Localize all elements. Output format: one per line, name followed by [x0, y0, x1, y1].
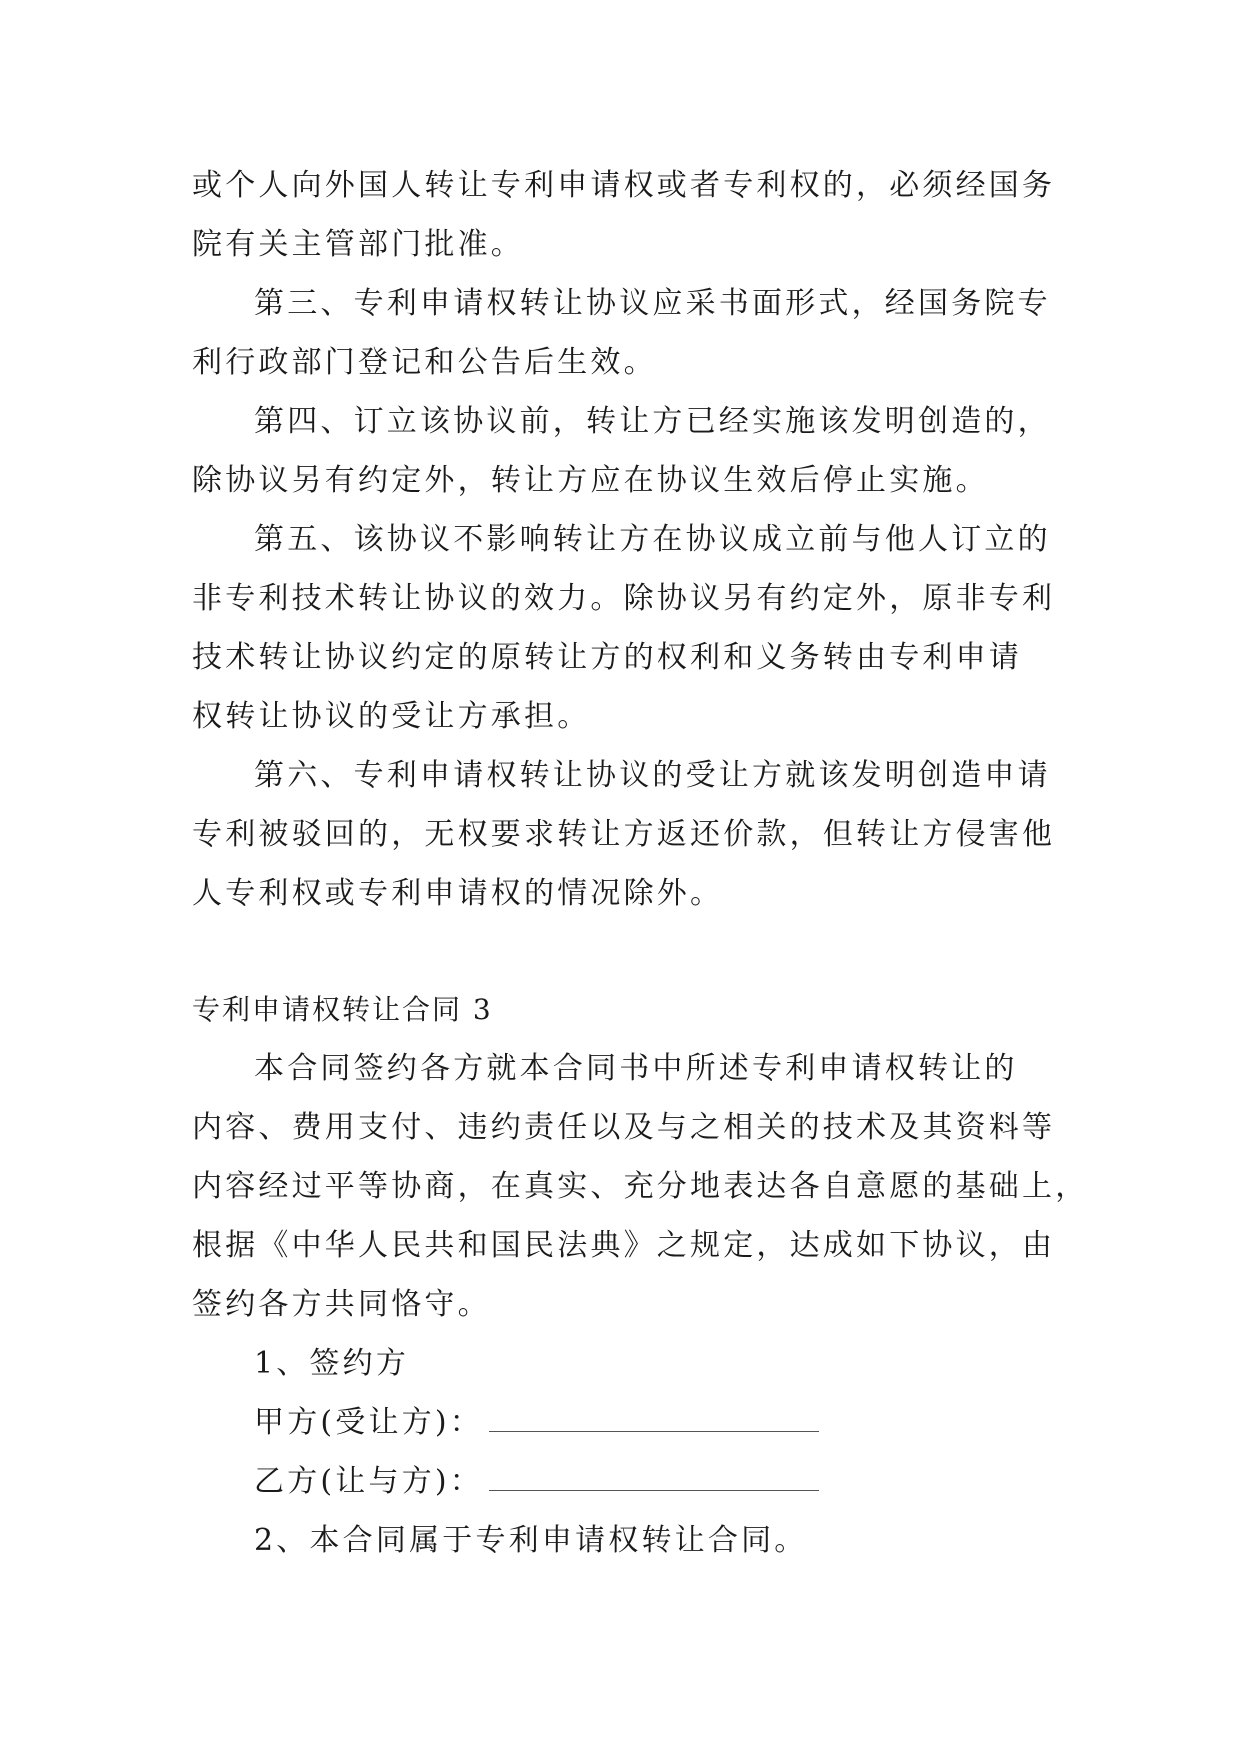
paragraph-line: 第六、专利申请权转让协议的受让方就该发明创造申请: [254, 758, 1051, 793]
paragraph-line: 第四、订立该协议前，转让方已经实施该发明创造的，: [254, 404, 1051, 439]
document-page: [192, 156, 1089, 1570]
section-heading: 专利申请权转让合同 3: [192, 993, 493, 1026]
paragraph-line: 除协议另有约定外，转让方应在协议生效后停止实施。: [192, 463, 989, 498]
paragraph-line: 根据《中华人民共和国民法典》之规定，达成如下协议，由: [192, 1228, 1056, 1263]
party-b-blank-field[interactable]: [489, 1456, 819, 1491]
paragraph-line: 专利被驳回的，无权要求转让方返还价款，但转让方侵害他: [192, 817, 1056, 852]
clause-heading: 1、签约方: [254, 1346, 410, 1381]
paragraph-line: 内容、费用支付、违约责任以及与之相关的技术及其资料等: [192, 1110, 1056, 1145]
paragraph-line: 第五、该协议不影响转让方在协议成立前与他人订立的: [254, 522, 1051, 557]
paragraph-line: 人专利权或专利申请权的情况除外。: [192, 876, 724, 911]
paragraph-line: 或个人向外国人转让专利申请权或者专利权的，必须经国务: [192, 168, 1056, 203]
paragraph-line: 本合同签约各方就本合同书中所述专利申请权转让的: [254, 1051, 1018, 1086]
clause-line: 2、本合同属于专利申请权转让合同。: [254, 1523, 808, 1558]
paragraph-line: 签约各方共同恪守。: [192, 1287, 491, 1322]
paragraph-line: 利行政部门登记和公告后生效。: [192, 345, 657, 380]
party-b-row: [192, 1452, 1052, 1511]
paragraph-line: 非专利技术转让协议的效力。除协议另有约定外，原非专利: [192, 581, 1056, 616]
paragraph-line: 院有关主管部门批准。: [192, 227, 524, 262]
section-gap: [192, 923, 1052, 980]
paragraph-line: 内容经过平等协商，在真实、充分地表达各自意愿的基础上，: [192, 1169, 1089, 1204]
party-a-row: [192, 1393, 1052, 1452]
paragraph-line: 技术转让协议约定的原转让方的权利和义务转由专利申请: [192, 640, 1022, 675]
paragraph-line: 第三、专利申请权转让协议应采书面形式，经国务院专: [254, 286, 1051, 321]
party-b-label: 乙方(让与方)：: [254, 1464, 484, 1499]
party-a-label: 甲方(受让方)：: [254, 1405, 484, 1440]
paragraph-line: 权转让协议的受让方承担。: [192, 699, 591, 734]
party-a-blank-field[interactable]: [489, 1397, 819, 1432]
